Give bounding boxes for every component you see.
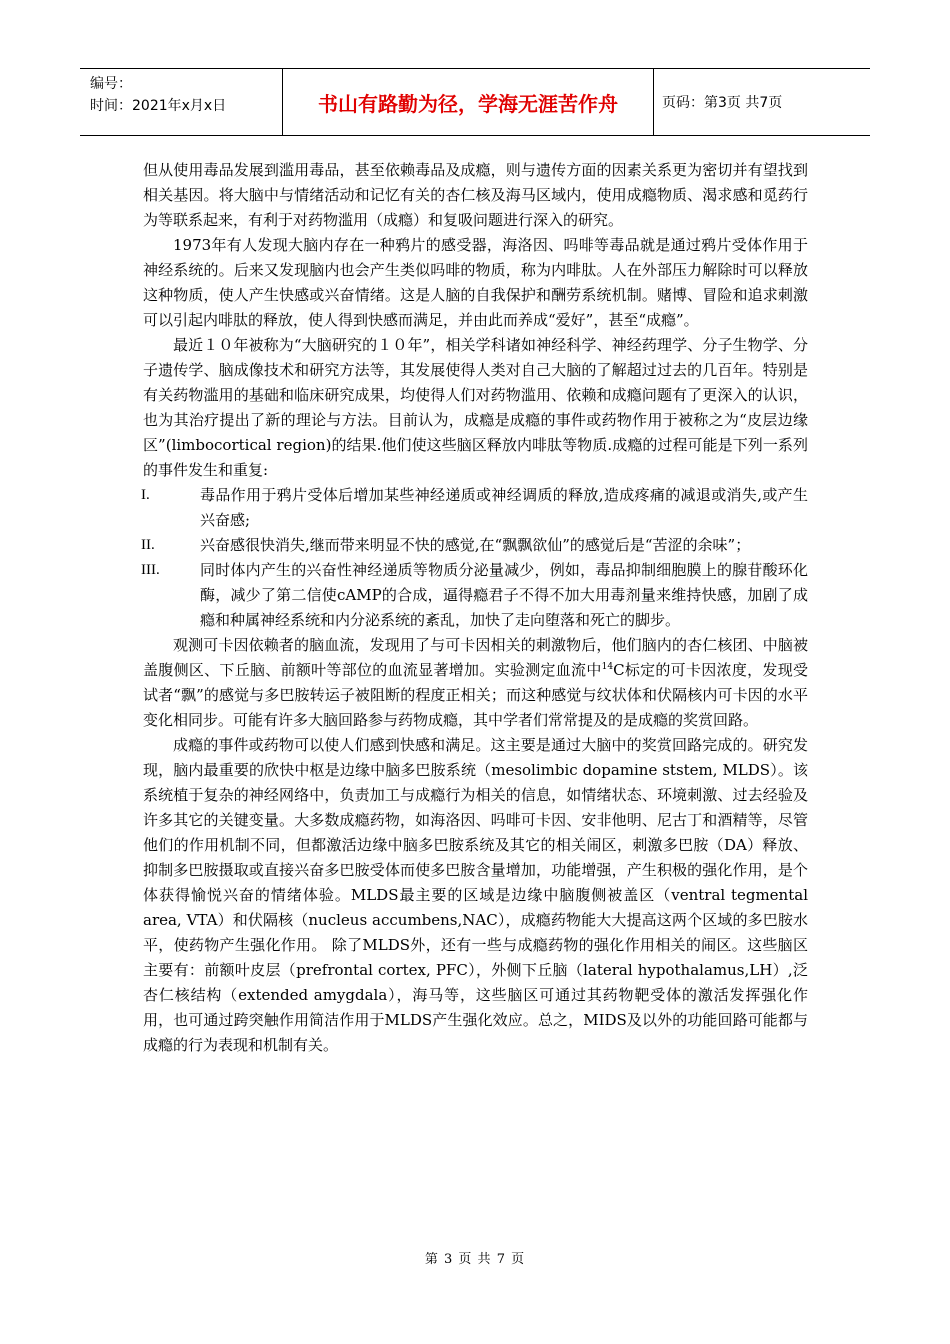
paragraph-4 xyxy=(143,633,808,733)
paragraph-4-end: C标定的可卡因浓度，发现受试者“飘”的感觉与多巴胺转运子被阻断的程度正相关；而这种感觉与纹状体和伏隔核内可卡因的水平变化相同步。可能有许多大脑回路参与药物成瘾，其中学者们常常提及的是成瘾的奖赏回路。 xyxy=(143,661,808,729)
list-marker: I. xyxy=(141,487,150,503)
list-item-3 xyxy=(143,558,808,633)
list-item-1 xyxy=(143,483,808,533)
document-body xyxy=(143,158,808,1058)
isotope-superscript: 14 xyxy=(601,662,614,672)
paragraph-4-start: 观测可卡因依赖者的脑血流，发现用了与可卡因相关的刺激物后，他们脑内的杏仁核团、中脑被盖腹侧区、下丘脑、前额叶等部位的血流显著增加。实验测定血流中 xyxy=(143,636,808,679)
header-page-label: 页码：第3页 共7页 xyxy=(662,95,783,111)
page-header xyxy=(80,68,870,136)
paragraph-3: 最近１０年被称为“大脑研究的１０年”，相关学科诸如神经科学、神经药理学、分子生物学、分子遗传学、脑成像技术和研究方法等，其发展使得人类对自己大脑的了解超过过去的几百年。特别是有关药物滥用的基础和临床研究成果，均使得人们对药物滥用、依赖和成瘾问题有了更深入的认识，也为其治疗提出了新的理论与方法。目前认为，成瘾是成瘾的事件或药物作用于被称之为“皮层边缘区”(limbocortical region)的结果.他们使这些脑区释放内啡肽等物质.成瘾的过程可能是下列一系列的事件发生和重复: xyxy=(143,336,808,479)
paragraph-5: 成瘾的事件或药物可以使人们感到快感和满足。这主要是通过大脑中的奖赏回路完成的。研究发现，脑内最重要的欣快中枢是边缘中脑多巴胺系统（mesolimbic dopamine ststem, MLDS）。该系统植于复杂的神经网络中，负责加工与成瘾行为相关的信息，如情绪状态、环境刺激、过去经验及许多其它的关键变量。大多数成瘾药物，如海洛因、吗啡可卡因、安非他明、尼古丁和酒精等，尽管他们的作用机制不同，但都激活边缘中脑多巴胺系统及其它的相关闹区，刺激多巴胺（DA）释放、抑制多巴胺摄取或直接兴奋多巴胺受体而使多巴胺含量增加，功能增强，产生积极的强化作用，是个体获得愉悦兴奋的情绪体验。MLDS最主要的区域是边缘中脑腹侧被盖区（ventral tegmental area, VTA）和伏隔核（nucleus accumbens,NAC），成瘾药物能大大提高这两个区域的多巴胺水平，使药物产生强化作用。 除了MLDS外，还有一些与成瘾药物的强化作用相关的闹区。这些脑区主要有：前额叶皮层（prefrontal cortex, PFC），外侧下丘脑（lateral hypothalamus,LH）,泛杏仁核结构（extended amygdala），海马等，这些脑区可通过其药物靶受体的激活发挥强化作用，也可通过跨突触作用简洁作用于MLDS产生强化效应。总之，MIDS及以外的功能回路可能都与成瘾的行为表现和机制有关。 xyxy=(143,736,808,1054)
list-item-text: 毒品作用于鸦片受体后增加某些神经递质或神经调质的释放,造成疼痛的减退或消失,或产生兴奋感; xyxy=(200,486,808,529)
page-footer: 第 3 页 共 7 页 xyxy=(424,1252,526,1267)
time-label: 时间：2021年x月x日 xyxy=(90,98,227,114)
header-motto: 书山有路勤为径，学海无涯苦作舟 xyxy=(282,69,654,135)
list-marker: III. xyxy=(141,562,160,578)
list-item-text: 兴奋感很快消失,继而带来明显不快的感觉,在“飘飘欲仙”的感觉后是“苦涩的余味”； xyxy=(200,536,751,554)
list-item-text: 同时体内产生的兴奋性神经递质等物质分泌量减少，例如，毒品抑制细胞膜上的腺苷酸环化酶，减少了第二信使cAMP的合成，逼得瘾君子不得不加大用毒剂量来维持快感，加剧了成瘾和种属神经系统和内分泌系统的紊乱，加快了走向堕落和死亡的脚步。 xyxy=(200,561,808,629)
paragraph-2: 1973年有人发现大脑内存在一种鸦片的感受器，海洛因、吗啡等毒品就是通过鸦片受体作用于神经系统的。后来又发现脑内也会产生类似吗啡的物质，称为内啡肽。人在外部压力解除时可以释放这种物质，使人产生快感或兴奋情绪。这是人脑的自我保护和酬劳系统机制。赌博、冒险和追求刺激可以引起内啡肽的释放，使人得到快感而满足，并由此而养成“爱好”，甚至“成瘾”。 xyxy=(143,236,808,329)
paragraph-1: 但从使用毒品发展到滥用毒品，甚至依赖毒品及成瘾，则与遗传方面的因素关系更为密切并有望找到相关基因。将大脑中与情绪活动和记忆有关的杏仁核及海马区域内，使用成瘾物质、渴求感和觅药行为等联系起来，有利于对药物滥用（成瘾）和复吸问题进行深入的研究。 xyxy=(143,161,808,229)
list-item-2 xyxy=(143,533,808,558)
header-meta xyxy=(80,69,282,135)
number-label: 编号： xyxy=(90,76,132,92)
list-marker: II. xyxy=(141,537,155,553)
